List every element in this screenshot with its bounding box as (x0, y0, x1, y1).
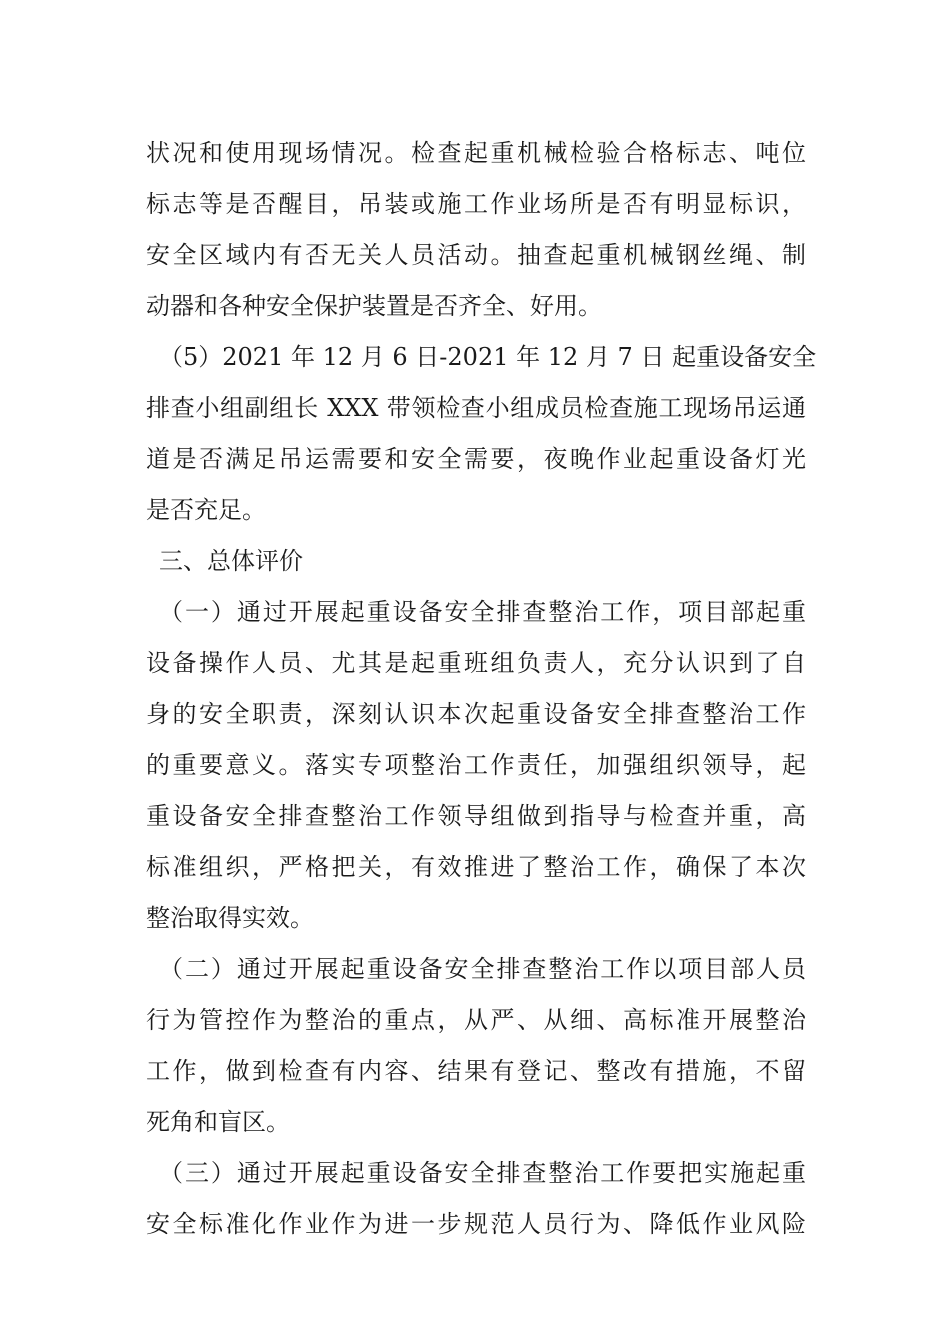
section-heading: 三、总体评价 (159, 547, 303, 575)
text-line: 排查小组副组长 XXX 带领检查小组成员检查施工现场吊运通 (146, 394, 806, 422)
text-line: 安全标准化作业作为进一步规范人员行为、降低作业风险 (146, 1210, 806, 1238)
text-line: 行为管控作为整治的重点，从严、从细、高标准开展整治 (146, 1006, 806, 1034)
text-line: （三）通过开展起重设备安全排查整治工作要把实施起重 (159, 1159, 806, 1187)
text-line: 整治取得实效。 (146, 904, 314, 932)
text-line: 安全区域内有否无关人员活动。抽查起重机械钢丝绳、制 (146, 241, 806, 269)
text-line: 动器和各种安全保护装置是否齐全、好用。 (146, 292, 602, 320)
text-line: 是否充足。 (146, 496, 266, 524)
text-line: 道是否满足吊运需要和安全需要，夜晚作业起重设备灯光 (146, 445, 806, 473)
text-line: 的重要意义。落实专项整治工作责任，加强组织领导，起 (146, 751, 806, 779)
text-line: 设备操作人员、尤其是起重班组负责人，充分认识到了自 (146, 649, 806, 677)
text-line: 重设备安全排查整治工作领导组做到指导与检查并重，高 (146, 802, 806, 830)
text-line: 身的安全职责，深刻认识本次起重设备安全排查整治工作 (146, 700, 806, 728)
text-line: 工作，做到检查有内容、结果有登记、整改有措施，不留 (146, 1057, 806, 1085)
text-line: （5）2021 年 12 月 6 日-2021 年 12 月 7 日 起重设备安全 (159, 343, 817, 371)
text-line: （二）通过开展起重设备安全排查整治工作以项目部人员 (159, 955, 806, 983)
text-line: 标准组织，严格把关，有效推进了整治工作，确保了本次 (146, 853, 806, 881)
text-line: （一）通过开展起重设备安全排查整治工作，项目部起重 (159, 598, 806, 626)
body-text (146, 128, 817, 1250)
text-line: 死角和盲区。 (146, 1108, 290, 1136)
text-line: 标志等是否醒目，吊装或施工作业场所是否有明显标识， (146, 190, 806, 218)
text-line: 状况和使用现场情况。检查起重机械检验合格标志、吨位 (146, 139, 806, 167)
